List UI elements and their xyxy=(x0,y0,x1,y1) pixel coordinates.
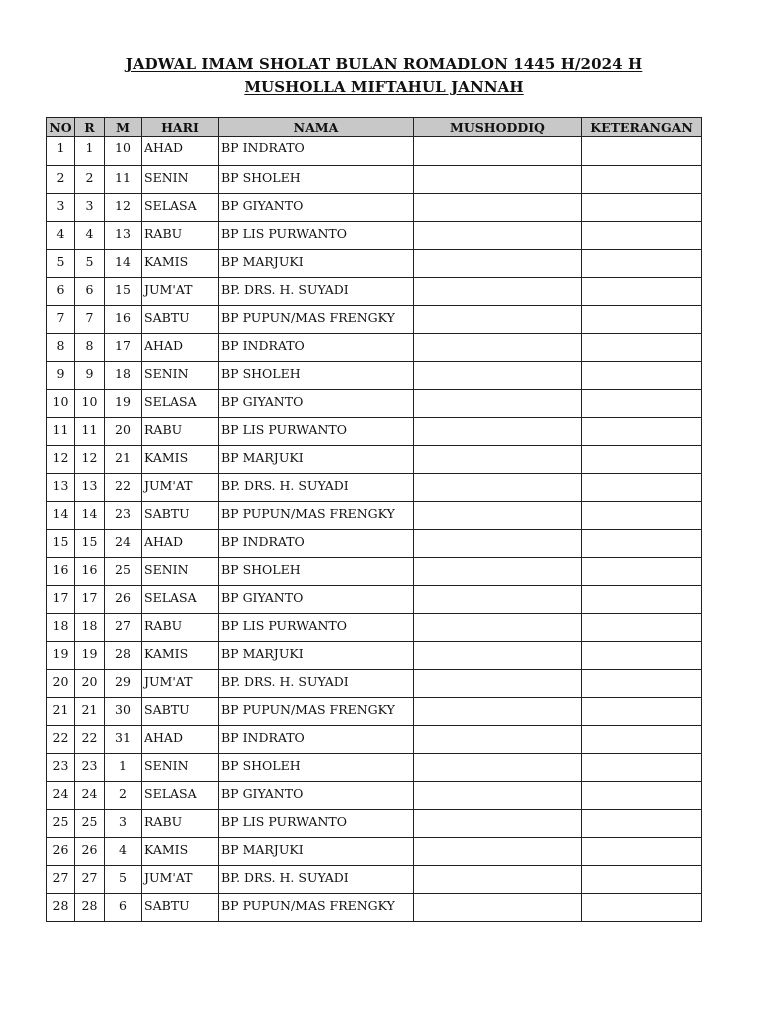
cell-keterangan xyxy=(582,726,702,754)
cell-nama: BP SHOLEH xyxy=(219,754,414,782)
cell-m: 1 xyxy=(105,754,142,782)
cell-mushoddiq xyxy=(414,670,582,698)
cell-no: 27 xyxy=(47,866,75,894)
table-row xyxy=(47,137,702,166)
cell-no: 5 xyxy=(47,250,75,278)
cell-keterangan xyxy=(582,250,702,278)
cell-keterangan xyxy=(582,362,702,390)
table-row xyxy=(47,250,702,278)
cell-mushoddiq xyxy=(414,586,582,614)
cell-nama: BP SHOLEH xyxy=(219,558,414,586)
table-row xyxy=(47,418,702,446)
cell-mushoddiq xyxy=(414,614,582,642)
table-row xyxy=(47,726,702,754)
cell-r: 23 xyxy=(75,754,105,782)
cell-r: 21 xyxy=(75,698,105,726)
table-row xyxy=(47,894,702,922)
cell-keterangan xyxy=(582,670,702,698)
cell-m: 20 xyxy=(105,418,142,446)
table-row xyxy=(47,306,702,334)
cell-r: 9 xyxy=(75,362,105,390)
cell-nama: BP GIYANTO xyxy=(219,782,414,810)
cell-mushoddiq xyxy=(414,390,582,418)
cell-no: 26 xyxy=(47,838,75,866)
cell-hari: AHAD xyxy=(142,334,219,362)
cell-mushoddiq xyxy=(414,530,582,558)
cell-mushoddiq xyxy=(414,782,582,810)
cell-nama: BP LIS PURWANTO xyxy=(219,810,414,838)
cell-nama: BP INDRATO xyxy=(219,334,414,362)
cell-mushoddiq xyxy=(414,810,582,838)
cell-nama: BP. DRS. H. SUYADI xyxy=(219,278,414,306)
cell-m: 23 xyxy=(105,502,142,530)
cell-hari: JUM'AT xyxy=(142,670,219,698)
cell-no: 20 xyxy=(47,670,75,698)
table-row xyxy=(47,446,702,474)
cell-r: 25 xyxy=(75,810,105,838)
cell-mushoddiq xyxy=(414,194,582,222)
cell-hari: JUM'AT xyxy=(142,474,219,502)
cell-nama: BP MARJUKI xyxy=(219,250,414,278)
cell-hari: RABU xyxy=(142,810,219,838)
cell-m: 13 xyxy=(105,222,142,250)
cell-hari: KAMIS xyxy=(142,642,219,670)
cell-mushoddiq xyxy=(414,222,582,250)
header-mushoddiq: MUSHODDIQ xyxy=(414,118,582,137)
cell-r: 15 xyxy=(75,530,105,558)
cell-r: 24 xyxy=(75,782,105,810)
cell-no: 10 xyxy=(47,390,75,418)
cell-hari: SABTU xyxy=(142,306,219,334)
schedule-table xyxy=(46,117,702,922)
cell-keterangan xyxy=(582,586,702,614)
table-row xyxy=(47,866,702,894)
cell-mushoddiq xyxy=(414,250,582,278)
cell-m: 15 xyxy=(105,278,142,306)
cell-mushoddiq xyxy=(414,306,582,334)
cell-mushoddiq xyxy=(414,418,582,446)
table-row xyxy=(47,474,702,502)
cell-mushoddiq xyxy=(414,137,582,166)
cell-hari: SELASA xyxy=(142,782,219,810)
cell-m: 2 xyxy=(105,782,142,810)
table-row xyxy=(47,166,702,194)
cell-mushoddiq xyxy=(414,166,582,194)
table-row xyxy=(47,502,702,530)
cell-nama: BP SHOLEH xyxy=(219,362,414,390)
cell-keterangan xyxy=(582,306,702,334)
cell-mushoddiq xyxy=(414,334,582,362)
cell-no: 14 xyxy=(47,502,75,530)
table-row xyxy=(47,222,702,250)
cell-no: 25 xyxy=(47,810,75,838)
cell-nama: BP LIS PURWANTO xyxy=(219,418,414,446)
cell-m: 31 xyxy=(105,726,142,754)
table-row xyxy=(47,390,702,418)
cell-hari: SENIN xyxy=(142,166,219,194)
cell-nama: BP PUPUN/MAS FRENGKY xyxy=(219,894,414,922)
cell-no: 2 xyxy=(47,166,75,194)
cell-r: 22 xyxy=(75,726,105,754)
cell-mushoddiq xyxy=(414,502,582,530)
cell-r: 6 xyxy=(75,278,105,306)
cell-m: 28 xyxy=(105,642,142,670)
cell-no: 15 xyxy=(47,530,75,558)
cell-no: 7 xyxy=(47,306,75,334)
cell-hari: SABTU xyxy=(142,894,219,922)
cell-hari: KAMIS xyxy=(142,446,219,474)
cell-r: 13 xyxy=(75,474,105,502)
cell-hari: KAMIS xyxy=(142,250,219,278)
cell-hari: SENIN xyxy=(142,558,219,586)
cell-no: 23 xyxy=(47,754,75,782)
document-subtitle: MUSHOLLA MIFTAHUL JANNAH xyxy=(244,78,524,96)
cell-nama: BP PUPUN/MAS FRENGKY xyxy=(219,698,414,726)
cell-keterangan xyxy=(582,502,702,530)
cell-m: 6 xyxy=(105,894,142,922)
table-row xyxy=(47,838,702,866)
cell-m: 29 xyxy=(105,670,142,698)
cell-no: 9 xyxy=(47,362,75,390)
cell-no: 1 xyxy=(47,137,75,166)
cell-keterangan xyxy=(582,894,702,922)
cell-keterangan xyxy=(582,558,702,586)
cell-r: 12 xyxy=(75,446,105,474)
cell-keterangan xyxy=(582,166,702,194)
cell-keterangan xyxy=(582,194,702,222)
cell-r: 7 xyxy=(75,306,105,334)
cell-no: 6 xyxy=(47,278,75,306)
cell-keterangan xyxy=(582,278,702,306)
cell-keterangan xyxy=(582,137,702,166)
cell-mushoddiq xyxy=(414,446,582,474)
cell-no: 22 xyxy=(47,726,75,754)
cell-hari: SELASA xyxy=(142,194,219,222)
table-row xyxy=(47,642,702,670)
cell-r: 19 xyxy=(75,642,105,670)
cell-r: 10 xyxy=(75,390,105,418)
table-row xyxy=(47,558,702,586)
table-row xyxy=(47,782,702,810)
cell-keterangan xyxy=(582,642,702,670)
cell-nama: BP. DRS. H. SUYADI xyxy=(219,474,414,502)
cell-no: 24 xyxy=(47,782,75,810)
cell-mushoddiq xyxy=(414,866,582,894)
cell-hari: SABTU xyxy=(142,698,219,726)
cell-nama: BP MARJUKI xyxy=(219,838,414,866)
cell-no: 17 xyxy=(47,586,75,614)
cell-keterangan xyxy=(582,698,702,726)
cell-m: 3 xyxy=(105,810,142,838)
cell-mushoddiq xyxy=(414,838,582,866)
cell-mushoddiq xyxy=(414,642,582,670)
cell-no: 28 xyxy=(47,894,75,922)
cell-keterangan xyxy=(582,418,702,446)
table-row xyxy=(47,194,702,222)
cell-keterangan xyxy=(582,782,702,810)
header-hari: HARI xyxy=(142,118,219,137)
cell-keterangan xyxy=(582,866,702,894)
table-body xyxy=(47,137,702,922)
cell-keterangan xyxy=(582,446,702,474)
cell-r: 5 xyxy=(75,250,105,278)
table-row xyxy=(47,670,702,698)
cell-r: 20 xyxy=(75,670,105,698)
cell-r: 17 xyxy=(75,586,105,614)
cell-hari: JUM'AT xyxy=(142,278,219,306)
cell-nama: BP GIYANTO xyxy=(219,586,414,614)
cell-no: 18 xyxy=(47,614,75,642)
cell-keterangan xyxy=(582,614,702,642)
cell-nama: BP. DRS. H. SUYADI xyxy=(219,866,414,894)
cell-nama: BP GIYANTO xyxy=(219,194,414,222)
cell-r: 14 xyxy=(75,502,105,530)
cell-no: 4 xyxy=(47,222,75,250)
cell-keterangan xyxy=(582,530,702,558)
header-no: NO xyxy=(47,118,75,137)
cell-nama: BP MARJUKI xyxy=(219,642,414,670)
cell-mushoddiq xyxy=(414,726,582,754)
cell-no: 8 xyxy=(47,334,75,362)
cell-nama: BP LIS PURWANTO xyxy=(219,222,414,250)
cell-r: 3 xyxy=(75,194,105,222)
cell-hari: AHAD xyxy=(142,137,219,166)
cell-m: 5 xyxy=(105,866,142,894)
cell-nama: BP PUPUN/MAS FRENGKY xyxy=(219,306,414,334)
cell-r: 18 xyxy=(75,614,105,642)
cell-m: 30 xyxy=(105,698,142,726)
cell-m: 22 xyxy=(105,474,142,502)
cell-no: 21 xyxy=(47,698,75,726)
cell-mushoddiq xyxy=(414,278,582,306)
cell-r: 27 xyxy=(75,866,105,894)
cell-hari: AHAD xyxy=(142,726,219,754)
cell-keterangan xyxy=(582,222,702,250)
cell-nama: BP LIS PURWANTO xyxy=(219,614,414,642)
cell-r: 26 xyxy=(75,838,105,866)
table-row xyxy=(47,362,702,390)
cell-keterangan xyxy=(582,474,702,502)
cell-hari: SENIN xyxy=(142,754,219,782)
cell-no: 11 xyxy=(47,418,75,446)
cell-m: 27 xyxy=(105,614,142,642)
cell-keterangan xyxy=(582,810,702,838)
cell-r: 16 xyxy=(75,558,105,586)
table-row xyxy=(47,334,702,362)
cell-hari: RABU xyxy=(142,418,219,446)
table-row xyxy=(47,810,702,838)
header-r: R xyxy=(75,118,105,137)
cell-no: 3 xyxy=(47,194,75,222)
cell-nama: BP MARJUKI xyxy=(219,446,414,474)
cell-m: 26 xyxy=(105,586,142,614)
cell-keterangan xyxy=(582,334,702,362)
cell-m: 24 xyxy=(105,530,142,558)
header-keterangan: KETERANGAN xyxy=(582,118,702,137)
cell-keterangan xyxy=(582,390,702,418)
cell-hari: JUM'AT xyxy=(142,866,219,894)
cell-r: 8 xyxy=(75,334,105,362)
cell-mushoddiq xyxy=(414,362,582,390)
cell-m: 18 xyxy=(105,362,142,390)
table-row xyxy=(47,586,702,614)
cell-keterangan xyxy=(582,754,702,782)
table-row xyxy=(47,530,702,558)
document-title: JADWAL IMAM SHOLAT BULAN ROMADLON 1445 H/2024 H xyxy=(125,55,643,73)
cell-nama: BP INDRATO xyxy=(219,137,414,166)
cell-hari: SENIN xyxy=(142,362,219,390)
cell-m: 11 xyxy=(105,166,142,194)
cell-m: 12 xyxy=(105,194,142,222)
header-row xyxy=(47,118,702,137)
cell-m: 21 xyxy=(105,446,142,474)
cell-nama: BP SHOLEH xyxy=(219,166,414,194)
cell-keterangan xyxy=(582,838,702,866)
cell-m: 25 xyxy=(105,558,142,586)
cell-mushoddiq xyxy=(414,558,582,586)
table-row xyxy=(47,754,702,782)
cell-no: 12 xyxy=(47,446,75,474)
cell-r: 2 xyxy=(75,166,105,194)
cell-nama: BP GIYANTO xyxy=(219,390,414,418)
cell-m: 16 xyxy=(105,306,142,334)
cell-hari: SELASA xyxy=(142,586,219,614)
cell-mushoddiq xyxy=(414,474,582,502)
cell-nama: BP INDRATO xyxy=(219,530,414,558)
cell-m: 17 xyxy=(105,334,142,362)
table-row xyxy=(47,278,702,306)
cell-r: 11 xyxy=(75,418,105,446)
cell-m: 19 xyxy=(105,390,142,418)
cell-m: 10 xyxy=(105,137,142,166)
table-row xyxy=(47,698,702,726)
table-row xyxy=(47,614,702,642)
cell-no: 16 xyxy=(47,558,75,586)
cell-hari: RABU xyxy=(142,614,219,642)
cell-no: 13 xyxy=(47,474,75,502)
cell-m: 14 xyxy=(105,250,142,278)
cell-mushoddiq xyxy=(414,754,582,782)
cell-nama: BP INDRATO xyxy=(219,726,414,754)
cell-mushoddiq xyxy=(414,894,582,922)
cell-hari: AHAD xyxy=(142,530,219,558)
header-nama: NAMA xyxy=(219,118,414,137)
cell-hari: SELASA xyxy=(142,390,219,418)
cell-hari: SABTU xyxy=(142,502,219,530)
cell-mushoddiq xyxy=(414,698,582,726)
table-header xyxy=(47,118,702,137)
cell-no: 19 xyxy=(47,642,75,670)
cell-nama: BP PUPUN/MAS FRENGKY xyxy=(219,502,414,530)
cell-r: 4 xyxy=(75,222,105,250)
cell-r: 1 xyxy=(75,137,105,166)
cell-hari: RABU xyxy=(142,222,219,250)
cell-m: 4 xyxy=(105,838,142,866)
cell-r: 28 xyxy=(75,894,105,922)
cell-nama: BP. DRS. H. SUYADI xyxy=(219,670,414,698)
header-m: M xyxy=(105,118,142,137)
cell-hari: KAMIS xyxy=(142,838,219,866)
